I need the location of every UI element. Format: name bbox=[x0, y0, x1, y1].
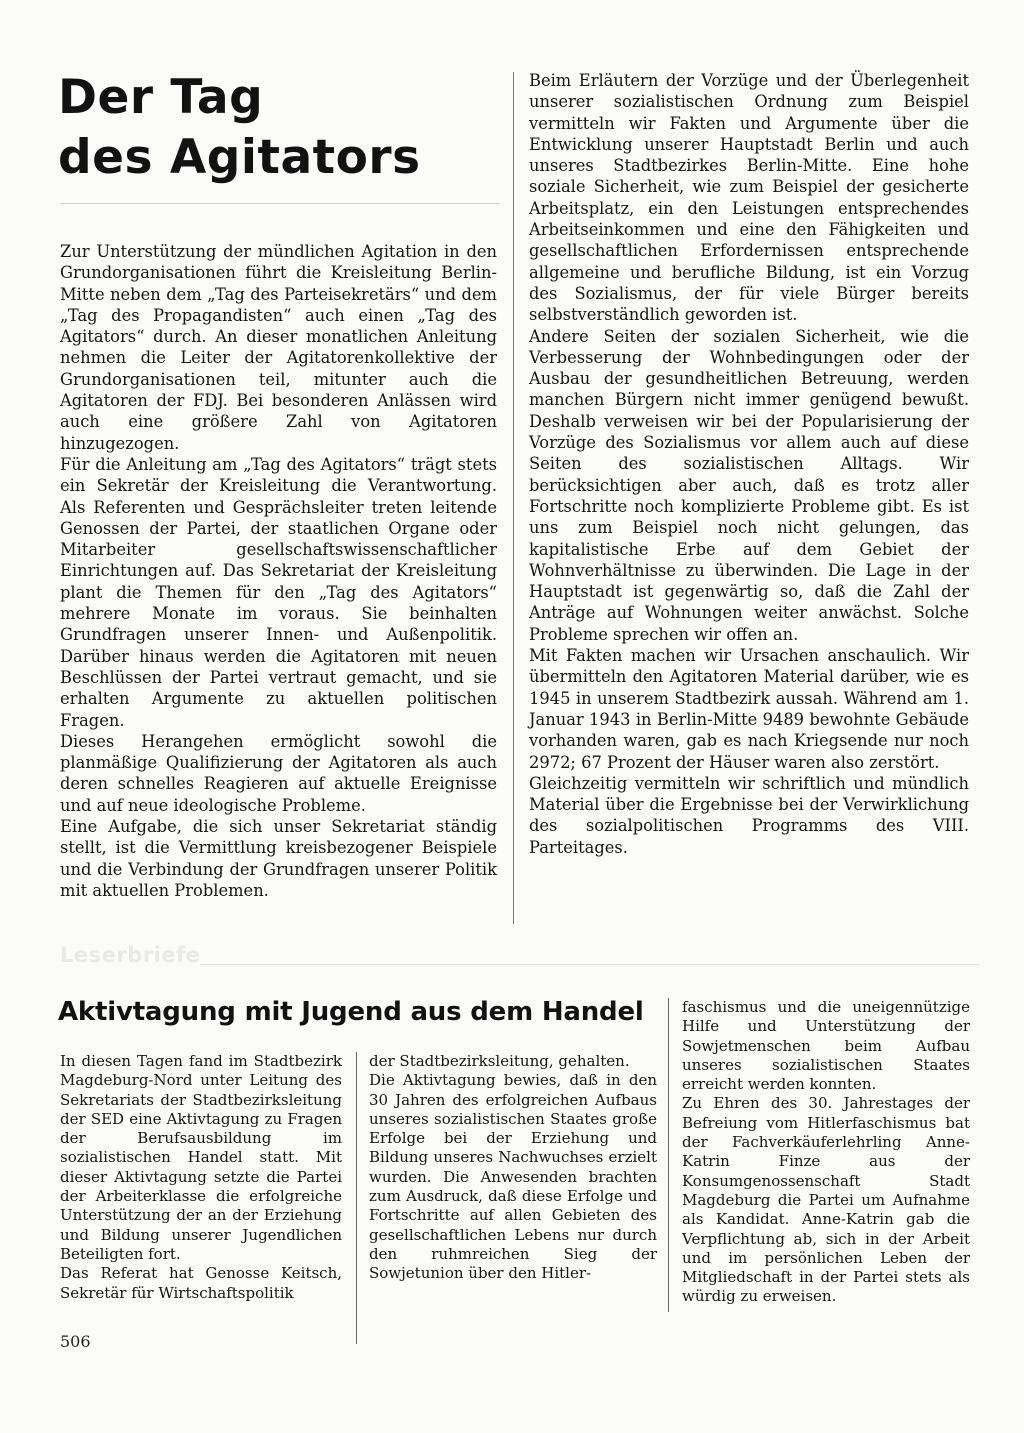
rubric-rule bbox=[200, 964, 980, 965]
article-2-column-3 bbox=[682, 998, 970, 1307]
paragraph: der Stadtbezirksleitung, gehalten. bbox=[369, 1052, 630, 1070]
article-title-line-1: Der Tag bbox=[58, 70, 264, 125]
paragraph: Das Referat hat Genosse Keitsch, Sekretär für Wirtschaftspolitik bbox=[60, 1264, 342, 1302]
paragraph: Andere Seiten der sozialen Sicherheit, wie die Verbesserung der Wohnbedingungen oder der Ausbau der gesundheitlichen Betreuung, werden manchen Bürgern nicht immer genügend bewußt. Deshalb verweisen wir bei der Popularisierung der Vorzüge des Sozialismus vor allem auch auf diese Seiten des sozialistischen Alltags. Wir berücksichtigen aber auch, daß es trotz aller Fortschritte noch komplizierte Probleme gibt. Es ist uns zum Beispiel noch nicht gelungen, das kapitalistische Erbe auf dem Gebiet der Wohnverhältnisse zu überwinden. Die Lage in der Hauptstadt ist gegenwärtig so, daß die Zahl der Anträge auf Wohnungen weiter anwächst. Solche Probleme sprechen wir offen an. bbox=[529, 326, 969, 644]
paragraph: Zur Unterstützung der mündlichen Agitation in den Grundorganisationen führt die Kreisleitung Berlin-Mitte neben dem „Tag des Parteisekretärs“ und dem „Tag des Propagandisten“ auch einen „Tag des Agitators“ durch. An dieser monatlichen Anleitung nehmen die Leiter der Agitatorenkollektive der Grundorganisationen teil, mitunter auch die Agitatoren der FDJ. Bei besonderen Anlässen wird auch eine größere Zahl von Agitatoren hinzugezogen. bbox=[60, 242, 497, 453]
article-column-1 bbox=[60, 241, 497, 901]
page-number: 506 bbox=[60, 1332, 91, 1351]
title-underline bbox=[60, 203, 500, 204]
column-divider bbox=[513, 72, 514, 924]
paragraph: Dieses Herangehen ermöglicht sowohl die planmäßige Qualifizierung der Agitatoren als auch deren schnelles Reagieren auf aktuelle Ereignisse und auf neue ideologische Probleme. bbox=[60, 731, 497, 815]
paragraph: Die Aktivtagung bewies, daß in den 30 Jahren des erfolgreichen Aufbaus unseres sozialistischen Staates große Erfolge bei der Erziehung und Bildung unseres Nachwuchses erzielt wurden. Die Anwesenden brachten zum Ausdruck, daß diese Erfolge und Fortschritte auf allen Gebieten des gesellschaftlichen Lebens nur durch den ruhmreichen Sieg der Sowjetunion über den Hitler- bbox=[369, 1071, 657, 1283]
paragraph: Gleichzeitig vermitteln wir schriftlich und mündlich Material über die Ergebnisse bei der Verwirklichung des sozialpolitischen Programms des VIII. Parteitages. bbox=[529, 773, 969, 857]
article-title bbox=[58, 68, 498, 188]
paragraph: Beim Erläutern der Vorzüge und der Überlegenheit unserer sozialistischen Ordnung zum Beispiel vermitteln wir Fakten und Argumente über die Entwicklung unserer Hauptstadt Berlin und auch unseres Stadtbezirkes Berlin-Mitte. Eine hohe soziale Sicherheit, wie zum Beispiel der gesicherte Arbeitsplatz, ein den Leistungen entsprechendes Arbeitseinkommen und eine den Fähigkeiten und gesellschaftlichen Erfordernissen entsprechende allgemeine und berufliche Bildung, ist ein Vorzug des Sozialismus, der für viele Bürger bereits selbstverständlich geworden ist. bbox=[529, 71, 969, 325]
article-2-title: Aktivtagung mit Jugend aus dem Handel bbox=[58, 997, 644, 1027]
article-title-line-2: des Agitators bbox=[58, 130, 421, 185]
rubric-label: Leserbriefe bbox=[60, 943, 201, 967]
paragraph: Eine Aufgabe, die sich unser Sekretariat ständig stellt, ist die Vermittlung kreisbezogener Beispiele und die Verbindung der Grundfragen unserer Politik mit aktuellen Problemen. bbox=[60, 817, 497, 900]
article-column-2 bbox=[529, 70, 969, 858]
paragraph: Mit Fakten machen wir Ursachen anschaulich. Wir übermitteln den Agitatoren Material darüber, wie es 1945 in unserem Stadtbezirk aussah. Während am 1. Januar 1943 in Berlin-Mitte 9489 bewohnte Gebäude vorhanden waren, gab es nach Kriegsende nur noch 2972; 67 Prozent der Häuser waren also zerstört. bbox=[529, 646, 969, 772]
column-divider bbox=[356, 1052, 357, 1344]
paragraph: In diesen Tagen fand im Stadtbezirk Magdeburg-Nord unter Leitung des Sekretariats der Stadtbezirksleitung der SED eine Aktivtagung zu Fragen der Berufsausbildung im sozialistischen Handel statt. Mit dieser Aktivtagung setzte die Partei der Arbeiterklasse die erfolgreiche Unterstützung der an der Erziehung und Bildung unserer Jugendlichen Beteiligten fort. bbox=[60, 1052, 342, 1263]
column-divider bbox=[668, 998, 669, 1312]
article-2-column-2 bbox=[369, 1052, 657, 1284]
article-2-column-1 bbox=[60, 1052, 342, 1303]
paragraph: faschismus und die uneigennützige Hilfe und Unterstützung der Sowjetmenschen beim Aufbau unseres sozialistischen Staates erreicht werden konnten. bbox=[682, 998, 970, 1094]
paragraph: Zu Ehren des 30. Jahrestages der Befreiung vom Hitlerfaschismus bat der Fachverkäuferlehrling Anne-Katrin Finze aus der Konsumgenossenschaft Stadt Magdeburg die Partei um Aufnahme als Kandidat. Anne-Katrin gab die Verpflichtung ab, sich in der Arbeit und im persönlichen Leben der Mitgliedschaft in der Partei stets als würdig zu erweisen. bbox=[682, 1094, 970, 1306]
paragraph: Für die Anleitung am „Tag des Agitators“ trägt stets ein Sekretär der Kreisleitung die Verantwortung. Als Referenten und Gesprächsleiter treten leitende Genossen der Partei, der staatlichen Organe oder Mitarbeiter gesellschaftswissenschaftlicher Einrichtungen auf. Das Sekretariat der Kreisleitung plant die Themen für den „Tag des Agitators“ mehrere Monate im voraus. Sie beinhalten Grundfragen unserer Innen- und Außenpolitik. Darüber hinaus werden die Agitatoren mit neuen Beschlüssen der Partei vertraut gemacht, und sie erhalten Argumente zu aktuellen politischen Fragen. bbox=[60, 454, 497, 730]
